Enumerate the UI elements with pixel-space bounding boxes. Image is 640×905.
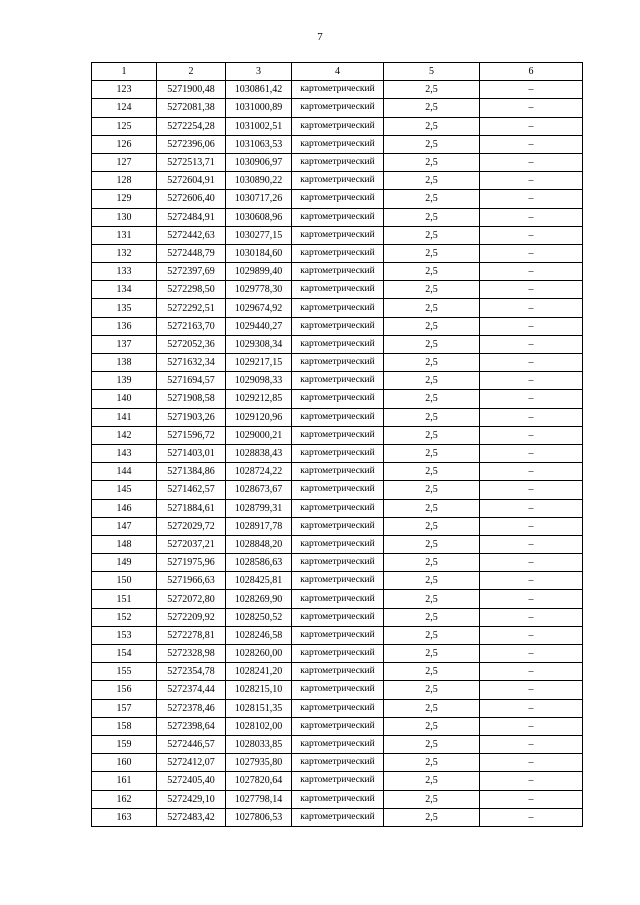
table-row (92, 372, 583, 390)
x-coordinate-cell: 5271884,61 (157, 499, 226, 517)
y-coordinate-cell: 1029098,33 (226, 372, 292, 390)
point-number-cell: 123 (92, 81, 157, 99)
note-cell: – (480, 335, 583, 353)
x-coordinate-cell: 5271908,58 (157, 390, 226, 408)
note-cell: – (480, 717, 583, 735)
y-coordinate-cell: 1028250,52 (226, 608, 292, 626)
accuracy-cell: 2,5 (384, 663, 480, 681)
x-coordinate-cell: 5272397,69 (157, 263, 226, 281)
note-cell: – (480, 226, 583, 244)
y-coordinate-cell: 1030608,96 (226, 208, 292, 226)
column-header-1: 1 (92, 63, 157, 81)
x-coordinate-cell: 5272484,91 (157, 208, 226, 226)
x-coordinate-cell: 5272037,21 (157, 535, 226, 553)
note-cell: – (480, 190, 583, 208)
note-cell: – (480, 99, 583, 117)
table-row (92, 172, 583, 190)
table-row (92, 572, 583, 590)
note-cell: – (480, 681, 583, 699)
accuracy-cell: 2,5 (384, 808, 480, 826)
table-row (92, 99, 583, 117)
note-cell: – (480, 390, 583, 408)
point-number-cell: 146 (92, 499, 157, 517)
x-coordinate-cell: 5272354,78 (157, 663, 226, 681)
point-number-cell: 145 (92, 481, 157, 499)
y-coordinate-cell: 1031000,89 (226, 99, 292, 117)
method-cell: картометрический (292, 608, 384, 626)
table-row (92, 808, 583, 826)
table-body (92, 81, 583, 827)
note-cell: – (480, 663, 583, 681)
note-cell: – (480, 135, 583, 153)
note-cell: – (480, 699, 583, 717)
table-row (92, 135, 583, 153)
point-number-cell: 155 (92, 663, 157, 681)
table-row (92, 535, 583, 553)
table-row (92, 608, 583, 626)
method-cell: картометрический (292, 390, 384, 408)
table-row (92, 772, 583, 790)
y-coordinate-cell: 1028425,81 (226, 572, 292, 590)
method-cell: картометрический (292, 117, 384, 135)
x-coordinate-cell: 5271632,34 (157, 354, 226, 372)
note-cell: – (480, 626, 583, 644)
method-cell: картометрический (292, 790, 384, 808)
point-number-cell: 125 (92, 117, 157, 135)
x-coordinate-cell: 5271462,57 (157, 481, 226, 499)
table-row (92, 190, 583, 208)
y-coordinate-cell: 1028799,31 (226, 499, 292, 517)
table-row (92, 735, 583, 753)
method-cell: картометрический (292, 663, 384, 681)
method-cell: картометрический (292, 808, 384, 826)
note-cell: – (480, 808, 583, 826)
accuracy-cell: 2,5 (384, 263, 480, 281)
x-coordinate-cell: 5272483,42 (157, 808, 226, 826)
x-coordinate-cell: 5272405,40 (157, 772, 226, 790)
x-coordinate-cell: 5271975,96 (157, 554, 226, 572)
table-row (92, 408, 583, 426)
note-cell: – (480, 499, 583, 517)
x-coordinate-cell: 5272448,79 (157, 244, 226, 262)
x-coordinate-cell: 5272446,57 (157, 735, 226, 753)
method-cell: картометрический (292, 590, 384, 608)
x-coordinate-cell: 5272606,40 (157, 190, 226, 208)
method-cell: картометрический (292, 172, 384, 190)
table-row (92, 790, 583, 808)
accuracy-cell: 2,5 (384, 317, 480, 335)
x-coordinate-cell: 5272398,64 (157, 717, 226, 735)
note-cell: – (480, 299, 583, 317)
table-row (92, 463, 583, 481)
method-cell: картометрический (292, 208, 384, 226)
point-number-cell: 135 (92, 299, 157, 317)
accuracy-cell: 2,5 (384, 244, 480, 262)
accuracy-cell: 2,5 (384, 735, 480, 753)
method-cell: картометрический (292, 754, 384, 772)
method-cell: картометрический (292, 354, 384, 372)
column-header-6: 6 (480, 63, 583, 81)
table-row (92, 226, 583, 244)
x-coordinate-cell: 5272298,50 (157, 281, 226, 299)
y-coordinate-cell: 1029212,85 (226, 390, 292, 408)
method-cell: картометрический (292, 263, 384, 281)
accuracy-cell: 2,5 (384, 772, 480, 790)
accuracy-cell: 2,5 (384, 81, 480, 99)
table-row (92, 444, 583, 462)
point-number-cell: 144 (92, 463, 157, 481)
accuracy-cell: 2,5 (384, 535, 480, 553)
x-coordinate-cell: 5272604,91 (157, 172, 226, 190)
point-number-cell: 143 (92, 444, 157, 462)
table-row (92, 590, 583, 608)
accuracy-cell: 2,5 (384, 444, 480, 462)
table-row (92, 317, 583, 335)
point-number-cell: 162 (92, 790, 157, 808)
note-cell: – (480, 117, 583, 135)
method-cell: картометрический (292, 99, 384, 117)
point-number-cell: 130 (92, 208, 157, 226)
accuracy-cell: 2,5 (384, 117, 480, 135)
point-number-cell: 124 (92, 99, 157, 117)
method-cell: картометрический (292, 190, 384, 208)
y-coordinate-cell: 1029308,34 (226, 335, 292, 353)
accuracy-cell: 2,5 (384, 645, 480, 663)
x-coordinate-cell: 5271900,48 (157, 81, 226, 99)
note-cell: – (480, 408, 583, 426)
note-cell: – (480, 281, 583, 299)
note-cell: – (480, 354, 583, 372)
method-cell: картометрический (292, 626, 384, 644)
method-cell: картометрический (292, 772, 384, 790)
point-number-cell: 129 (92, 190, 157, 208)
point-number-cell: 128 (92, 172, 157, 190)
method-cell: картометрический (292, 463, 384, 481)
note-cell: – (480, 517, 583, 535)
method-cell: картометрический (292, 717, 384, 735)
accuracy-cell: 2,5 (384, 554, 480, 572)
y-coordinate-cell: 1028246,58 (226, 626, 292, 644)
note-cell: – (480, 754, 583, 772)
note-cell: – (480, 790, 583, 808)
y-coordinate-cell: 1029674,92 (226, 299, 292, 317)
y-coordinate-cell: 1027806,53 (226, 808, 292, 826)
y-coordinate-cell: 1028673,67 (226, 481, 292, 499)
table-row (92, 699, 583, 717)
x-coordinate-cell: 5272378,46 (157, 699, 226, 717)
y-coordinate-cell: 1028033,85 (226, 735, 292, 753)
method-cell: картометрический (292, 554, 384, 572)
table-row (92, 481, 583, 499)
point-number-cell: 157 (92, 699, 157, 717)
point-number-cell: 136 (92, 317, 157, 335)
table-row (92, 263, 583, 281)
point-number-cell: 161 (92, 772, 157, 790)
accuracy-cell: 2,5 (384, 681, 480, 699)
accuracy-cell: 2,5 (384, 172, 480, 190)
column-header-2: 2 (157, 63, 226, 81)
y-coordinate-cell: 1029120,96 (226, 408, 292, 426)
column-header-4: 4 (292, 63, 384, 81)
note-cell: – (480, 263, 583, 281)
method-cell: картометрический (292, 645, 384, 663)
note-cell: – (480, 244, 583, 262)
note-cell: – (480, 317, 583, 335)
note-cell: – (480, 172, 583, 190)
accuracy-cell: 2,5 (384, 517, 480, 535)
note-cell: – (480, 81, 583, 99)
accuracy-cell: 2,5 (384, 372, 480, 390)
x-coordinate-cell: 5272442,63 (157, 226, 226, 244)
point-number-cell: 159 (92, 735, 157, 753)
method-cell: картометрический (292, 735, 384, 753)
y-coordinate-cell: 1028260,00 (226, 645, 292, 663)
note-cell: – (480, 735, 583, 753)
accuracy-cell: 2,5 (384, 354, 480, 372)
table-row (92, 626, 583, 644)
x-coordinate-cell: 5272254,28 (157, 117, 226, 135)
accuracy-cell: 2,5 (384, 208, 480, 226)
method-cell: картометрический (292, 153, 384, 171)
table-row (92, 717, 583, 735)
x-coordinate-cell: 5272328,98 (157, 645, 226, 663)
method-cell: картометрический (292, 335, 384, 353)
x-coordinate-cell: 5272396,06 (157, 135, 226, 153)
method-cell: картометрический (292, 699, 384, 717)
point-number-cell: 160 (92, 754, 157, 772)
y-coordinate-cell: 1028215,10 (226, 681, 292, 699)
point-number-cell: 147 (92, 517, 157, 535)
method-cell: картометрический (292, 299, 384, 317)
point-number-cell: 138 (92, 354, 157, 372)
point-number-cell: 158 (92, 717, 157, 735)
x-coordinate-cell: 5272429,10 (157, 790, 226, 808)
table-row (92, 645, 583, 663)
point-number-cell: 137 (92, 335, 157, 353)
note-cell: – (480, 208, 583, 226)
y-coordinate-cell: 1031063,53 (226, 135, 292, 153)
method-cell: картометрический (292, 517, 384, 535)
x-coordinate-cell: 5272081,38 (157, 99, 226, 117)
y-coordinate-cell: 1030861,42 (226, 81, 292, 99)
point-number-cell: 152 (92, 608, 157, 626)
table-row (92, 426, 583, 444)
method-cell: картометрический (292, 317, 384, 335)
x-coordinate-cell: 5272513,71 (157, 153, 226, 171)
accuracy-cell: 2,5 (384, 463, 480, 481)
note-cell: – (480, 153, 583, 171)
point-number-cell: 132 (92, 244, 157, 262)
y-coordinate-cell: 1028241,20 (226, 663, 292, 681)
column-header-5: 5 (384, 63, 480, 81)
table-row (92, 117, 583, 135)
x-coordinate-cell: 5272374,44 (157, 681, 226, 699)
x-coordinate-cell: 5271694,57 (157, 372, 226, 390)
y-coordinate-cell: 1027798,14 (226, 790, 292, 808)
y-coordinate-cell: 1029217,15 (226, 354, 292, 372)
note-cell: – (480, 608, 583, 626)
y-coordinate-cell: 1031002,51 (226, 117, 292, 135)
table-row (92, 281, 583, 299)
accuracy-cell: 2,5 (384, 481, 480, 499)
method-cell: картометрический (292, 281, 384, 299)
point-number-cell: 154 (92, 645, 157, 663)
point-number-cell: 151 (92, 590, 157, 608)
note-cell: – (480, 481, 583, 499)
x-coordinate-cell: 5272029,72 (157, 517, 226, 535)
table-row (92, 244, 583, 262)
table-row (92, 681, 583, 699)
note-cell: – (480, 426, 583, 444)
method-cell: картометрический (292, 372, 384, 390)
method-cell: картометрический (292, 244, 384, 262)
accuracy-cell: 2,5 (384, 717, 480, 735)
x-coordinate-cell: 5271903,26 (157, 408, 226, 426)
table-row (92, 208, 583, 226)
point-number-cell: 142 (92, 426, 157, 444)
x-coordinate-cell: 5272052,36 (157, 335, 226, 353)
note-cell: – (480, 572, 583, 590)
accuracy-cell: 2,5 (384, 408, 480, 426)
point-number-cell: 140 (92, 390, 157, 408)
y-coordinate-cell: 1028724,22 (226, 463, 292, 481)
method-cell: картометрический (292, 135, 384, 153)
point-number-cell: 133 (92, 263, 157, 281)
point-number-cell: 148 (92, 535, 157, 553)
method-cell: картометрический (292, 481, 384, 499)
coordinates-table (91, 62, 583, 827)
note-cell: – (480, 554, 583, 572)
table-row (92, 499, 583, 517)
note-cell: – (480, 535, 583, 553)
y-coordinate-cell: 1030277,15 (226, 226, 292, 244)
y-coordinate-cell: 1028269,90 (226, 590, 292, 608)
x-coordinate-cell: 5272292,51 (157, 299, 226, 317)
y-coordinate-cell: 1029778,30 (226, 281, 292, 299)
y-coordinate-cell: 1028102,00 (226, 717, 292, 735)
note-cell: – (480, 444, 583, 462)
accuracy-cell: 2,5 (384, 426, 480, 444)
y-coordinate-cell: 1028586,63 (226, 554, 292, 572)
point-number-cell: 149 (92, 554, 157, 572)
point-number-cell: 153 (92, 626, 157, 644)
point-number-cell: 139 (92, 372, 157, 390)
x-coordinate-cell: 5271384,86 (157, 463, 226, 481)
table-row (92, 390, 583, 408)
y-coordinate-cell: 1029440,27 (226, 317, 292, 335)
point-number-cell: 156 (92, 681, 157, 699)
point-number-cell: 127 (92, 153, 157, 171)
note-cell: – (480, 645, 583, 663)
accuracy-cell: 2,5 (384, 626, 480, 644)
y-coordinate-cell: 1027935,80 (226, 754, 292, 772)
accuracy-cell: 2,5 (384, 190, 480, 208)
accuracy-cell: 2,5 (384, 335, 480, 353)
table-header-row (92, 63, 583, 81)
accuracy-cell: 2,5 (384, 590, 480, 608)
column-header-3: 3 (226, 63, 292, 81)
accuracy-cell: 2,5 (384, 499, 480, 517)
accuracy-cell: 2,5 (384, 390, 480, 408)
page-number: 7 (317, 31, 323, 43)
accuracy-cell: 2,5 (384, 299, 480, 317)
note-cell: – (480, 463, 583, 481)
table-row (92, 517, 583, 535)
point-number-cell: 131 (92, 226, 157, 244)
y-coordinate-cell: 1029899,40 (226, 263, 292, 281)
method-cell: картометрический (292, 535, 384, 553)
x-coordinate-cell: 5271966,63 (157, 572, 226, 590)
table-row (92, 299, 583, 317)
x-coordinate-cell: 5272163,70 (157, 317, 226, 335)
method-cell: картометрический (292, 681, 384, 699)
accuracy-cell: 2,5 (384, 790, 480, 808)
x-coordinate-cell: 5272209,92 (157, 608, 226, 626)
x-coordinate-cell: 5272412,07 (157, 754, 226, 772)
accuracy-cell: 2,5 (384, 699, 480, 717)
note-cell: – (480, 772, 583, 790)
y-coordinate-cell: 1028917,78 (226, 517, 292, 535)
method-cell: картометрический (292, 444, 384, 462)
y-coordinate-cell: 1028838,43 (226, 444, 292, 462)
point-number-cell: 126 (92, 135, 157, 153)
y-coordinate-cell: 1030906,97 (226, 153, 292, 171)
x-coordinate-cell: 5272072,80 (157, 590, 226, 608)
accuracy-cell: 2,5 (384, 135, 480, 153)
y-coordinate-cell: 1027820,64 (226, 772, 292, 790)
y-coordinate-cell: 1029000,21 (226, 426, 292, 444)
method-cell: картометрический (292, 226, 384, 244)
method-cell: картометрический (292, 426, 384, 444)
table-row (92, 153, 583, 171)
table-row (92, 754, 583, 772)
x-coordinate-cell: 5271596,72 (157, 426, 226, 444)
x-coordinate-cell: 5271403,01 (157, 444, 226, 462)
y-coordinate-cell: 1028848,20 (226, 535, 292, 553)
note-cell: – (480, 372, 583, 390)
accuracy-cell: 2,5 (384, 281, 480, 299)
accuracy-cell: 2,5 (384, 153, 480, 171)
accuracy-cell: 2,5 (384, 99, 480, 117)
method-cell: картометрический (292, 81, 384, 99)
table-row (92, 354, 583, 372)
accuracy-cell: 2,5 (384, 608, 480, 626)
table-row (92, 554, 583, 572)
y-coordinate-cell: 1030184,60 (226, 244, 292, 262)
accuracy-cell: 2,5 (384, 754, 480, 772)
y-coordinate-cell: 1030717,26 (226, 190, 292, 208)
x-coordinate-cell: 5272278,81 (157, 626, 226, 644)
note-cell: – (480, 590, 583, 608)
table-row (92, 663, 583, 681)
point-number-cell: 134 (92, 281, 157, 299)
method-cell: картометрический (292, 408, 384, 426)
y-coordinate-cell: 1028151,35 (226, 699, 292, 717)
point-number-cell: 150 (92, 572, 157, 590)
method-cell: картометрический (292, 499, 384, 517)
point-number-cell: 163 (92, 808, 157, 826)
accuracy-cell: 2,5 (384, 226, 480, 244)
y-coordinate-cell: 1030890,22 (226, 172, 292, 190)
table-row (92, 335, 583, 353)
table-row (92, 81, 583, 99)
method-cell: картометрический (292, 572, 384, 590)
accuracy-cell: 2,5 (384, 572, 480, 590)
point-number-cell: 141 (92, 408, 157, 426)
